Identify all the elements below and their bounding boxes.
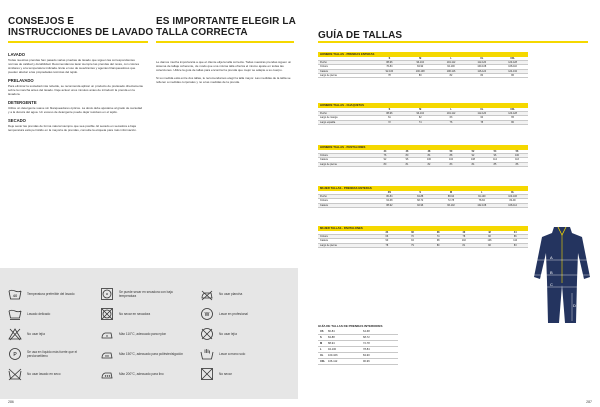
section-text: Deje secar las prendas de forma natural siempre que sea posible. El secado en secadora a baja temperatura está permitido en la mayoría de prendas, consulte la etiqueta para más información.	[8, 124, 137, 132]
value-cell: 86	[511, 73, 514, 77]
care-item	[200, 345, 285, 363]
table-row	[318, 244, 528, 248]
value-cell: 90-96	[363, 360, 370, 363]
value-cell: 82	[488, 243, 491, 247]
value-cell: 84-88	[328, 336, 335, 339]
value-cell: 106	[487, 239, 492, 243]
size-cell: XS	[320, 330, 324, 333]
value-cell: 64	[480, 116, 484, 120]
table-row	[318, 121, 528, 125]
row-label: Cintura	[320, 154, 328, 158]
value-cell: 116-124	[477, 69, 487, 73]
page-title-care: CONSEJOS E INSTRUCCIONES DE LAVADO	[8, 16, 154, 38]
value-cell: 88-94	[447, 195, 455, 199]
value-cell: 80	[436, 243, 440, 247]
table-row	[318, 74, 528, 78]
value-cell: 76-84	[386, 65, 393, 69]
row-label	[318, 191, 374, 194]
value-cell: 76	[449, 120, 453, 124]
dry-clean-p-icon	[8, 347, 22, 361]
value-cell: 96-102	[447, 203, 455, 207]
row-label: Pecho	[320, 112, 327, 116]
value-cell: 88-92	[386, 203, 393, 207]
value-cell: 64-68	[386, 199, 393, 203]
value-cell: 68-72	[417, 199, 424, 203]
size-cell: XS	[387, 191, 391, 194]
value-cell: 78	[385, 243, 389, 247]
value-cell: 68-72	[363, 336, 370, 339]
value-cell: 66	[385, 235, 389, 239]
row-label: Cadera	[320, 239, 328, 243]
value-cell: 108-116	[508, 65, 517, 69]
section-prelavado	[8, 78, 144, 96]
care-item	[8, 285, 93, 303]
care-label: Lavar en profesional	[219, 312, 248, 316]
care-item	[8, 325, 93, 343]
value-cell: 116	[515, 158, 519, 162]
value-cell: 65	[511, 116, 514, 120]
value-cell: 94-100	[328, 348, 337, 351]
row-label: Cintura	[320, 235, 328, 239]
row-label: Cadera	[320, 158, 328, 162]
size-table-header: HOMBRE TALLAS · PRENDAS ENTERAS	[318, 52, 528, 57]
row-label: Largo de pierna	[320, 162, 337, 166]
size-cell: 42	[488, 231, 491, 234]
svg-text:W: W	[204, 312, 210, 318]
section-text: Para eliminar la suciedad más rebelde, se recomienda aplicar un producto de prelavado directamente sobre la mancha antes del lavado. Deje actuar unos minutos antes de introducir la prenda en la lavadora.	[8, 84, 144, 96]
tumble-dry-low-icon	[100, 287, 114, 301]
row-label	[318, 57, 374, 60]
size-table	[318, 52, 528, 78]
value-cell: 83	[449, 162, 453, 166]
coverall-svg	[528, 225, 596, 325]
size-cell: S	[388, 57, 391, 60]
underwear-row	[318, 359, 398, 365]
size-cell: 54	[493, 150, 497, 153]
section-text: Utilice un detergente suave sin blanqueadores ópticos. La dosis debe ajustarse al grado de suciedad y a la dureza del agua. Un exceso de detergente puede dejar residuos en el tejido.	[8, 106, 143, 114]
care-item	[100, 345, 185, 363]
row-label: Pecho	[320, 195, 327, 199]
value-cell: 78	[388, 73, 391, 77]
size-cell: L	[450, 57, 452, 60]
value-cell: 81	[462, 243, 466, 247]
care-label: Máx 200°C, adecuado para lino	[119, 372, 164, 376]
row-label: Largo de pierna	[320, 73, 337, 77]
value-cell: 78-84	[363, 348, 370, 351]
size-table-header: MUJER TALLAS · PANTALONES	[318, 226, 528, 231]
no-dryclean-icon	[200, 327, 214, 341]
value-cell: 62	[418, 116, 422, 120]
value-cell: 104	[449, 158, 453, 162]
iron-low-icon	[100, 327, 114, 341]
measure-label-a: A	[550, 255, 553, 260]
no-iron-icon	[200, 287, 214, 301]
care-item	[200, 325, 285, 343]
title-underline	[8, 41, 148, 43]
value-cell: 96	[493, 154, 497, 158]
page-number-left: 286	[8, 400, 14, 404]
care-label: No usar lejía	[27, 332, 45, 336]
section-title: PRELAVADO	[8, 78, 34, 83]
size-cell: 52	[471, 150, 475, 153]
value-cell: 108-114	[508, 203, 517, 207]
value-cell: 82	[488, 235, 491, 239]
no-bleach-icon	[8, 327, 22, 341]
row-label	[318, 150, 374, 153]
value-cell: 120-128	[508, 112, 517, 116]
value-cell: 96-104	[416, 112, 424, 116]
value-cell: 88-96	[386, 61, 393, 65]
value-cell: 84-92	[417, 65, 424, 69]
coverall-illustration	[528, 225, 596, 325]
no-hand-wash-icon	[8, 367, 22, 381]
value-cell: 84-90	[509, 199, 516, 203]
care-item	[8, 345, 93, 363]
value-cell: 74	[436, 235, 440, 239]
measure-label-d: D	[573, 303, 576, 308]
size-cell: M	[419, 57, 422, 60]
size-cell: 44	[383, 150, 387, 153]
value-cell: 100-108	[415, 69, 425, 73]
care-label: Temperatura preferible del lavado	[27, 292, 75, 296]
care-item	[8, 365, 93, 383]
value-cell: 80	[418, 73, 422, 77]
page-title-size-guide: GUÍA DE TALLAS	[318, 30, 403, 41]
size-cell: 36	[411, 231, 414, 234]
iron-medium-icon	[100, 347, 114, 361]
size-cell: M	[449, 191, 452, 194]
size-cell: 40	[462, 231, 466, 234]
care-label: Lavar a mano solo	[219, 352, 246, 356]
value-cell: 78	[462, 235, 466, 239]
size-table	[318, 226, 528, 248]
care-label: No secar	[219, 372, 232, 376]
value-cell: 106-112	[328, 360, 338, 363]
size-table-header: MUJER TALLAS · PRENDAS ENTERAS	[318, 186, 528, 191]
size-cell: 56	[515, 150, 519, 153]
value-cell: 88-96	[386, 112, 393, 116]
value-cell: 112-120	[477, 61, 487, 65]
care-item	[100, 325, 185, 343]
value-cell: 94	[411, 239, 414, 243]
value-cell: 84-88	[417, 195, 424, 199]
intro-paragraph: Le damos mucha importancia a que el cliente elija la talla correcta. Todas nuestras prendas siguen un sistema de tallaje coherente, de modo que una misma talla ofrezca el mismo ajuste en todas las colecciones. Utilice la guía de tallas para encontrar la prenda que mejor se adapte a su cuerpo.	[156, 60, 292, 72]
value-cell: 92-100	[447, 65, 455, 69]
value-cell: 80	[511, 120, 514, 124]
value-cell: 96	[405, 158, 409, 162]
size-cell: 46	[405, 150, 409, 153]
delicate-wash-icon	[8, 307, 22, 321]
measure-label-b: B	[550, 270, 553, 275]
section-lavado	[8, 52, 144, 74]
size-cell: M	[419, 108, 422, 111]
value-cell: 110	[513, 239, 518, 243]
page-number-right: 287	[586, 400, 592, 404]
underwear-guide-title: GUÍA DE TALLAS DE PRENDAS INTERIORES	[318, 324, 383, 328]
professional-clean-icon	[200, 307, 214, 321]
size-cell: S	[388, 108, 391, 111]
size-cell: L	[450, 108, 452, 111]
care-instructions-column	[8, 48, 144, 132]
size-cell: S	[419, 191, 421, 194]
size-cell: 34	[385, 231, 389, 234]
value-cell: 88-94	[328, 342, 335, 345]
value-cell: 61	[388, 116, 391, 120]
value-cell: 85	[493, 162, 497, 166]
value-cell: 80-84	[328, 330, 335, 333]
value-cell: 108-116	[446, 69, 456, 73]
care-label: No secar en secadora	[119, 312, 151, 316]
value-cell: 94-100	[478, 195, 486, 199]
care-item	[200, 305, 285, 323]
value-cell: 64-68	[363, 330, 370, 333]
row-label	[318, 231, 374, 234]
value-cell: 84	[471, 162, 475, 166]
size-cell: L	[320, 348, 322, 351]
value-cell: 92	[383, 158, 387, 162]
care-item	[100, 305, 185, 323]
iron-high-icon	[100, 367, 114, 381]
row-label: Pecho	[320, 61, 327, 65]
value-cell: 72	[388, 120, 391, 124]
value-cell: 120-128	[508, 61, 517, 65]
page-title-sizing: ES IMPORTANTE ELEGIR LA TALLA CORRECTA	[156, 16, 296, 38]
value-cell: 100-106	[508, 195, 517, 199]
measure-label-c: C	[550, 282, 553, 287]
size-cell: 38	[436, 231, 440, 234]
intro-paragraph: Si su medida está entre dos tallas, le recomendamos elegir la talla mayor. Las medidas de la tabla se refieren a medidas corporales y no a las medidas de la prenda.	[156, 76, 291, 84]
section-secado	[8, 118, 144, 132]
section-title: LAVADO	[8, 52, 26, 57]
care-label: No usar lejía	[219, 332, 237, 336]
care-label: Máx 110°C, adecuado para nylon	[119, 332, 167, 336]
title-underline	[318, 41, 588, 43]
care-item	[100, 285, 185, 303]
care-item	[200, 365, 285, 383]
care-label: Lavado delicado	[27, 312, 51, 316]
hand-wash-icon	[200, 347, 214, 361]
value-cell: 80-84	[386, 195, 393, 199]
row-label: Cintura	[320, 65, 328, 69]
care-item	[100, 365, 185, 383]
value-cell: 124-132	[508, 69, 517, 73]
value-cell: 88	[449, 154, 453, 158]
value-cell: 79	[411, 243, 414, 247]
size-table-header: HOMBRE TALLAS · CHAQUETAS	[318, 103, 528, 108]
title-underline	[156, 41, 294, 43]
row-label: Cadera	[320, 203, 328, 207]
value-cell: 102-108	[477, 203, 487, 207]
value-cell: 63	[449, 116, 453, 120]
size-table	[318, 103, 528, 125]
care-label: Se usa en líquido más fuerte que el percloroetileno	[27, 350, 78, 358]
row-label: Largo de pierna	[320, 243, 337, 247]
value-cell: 92	[471, 154, 475, 158]
value-cell: 108	[471, 158, 475, 162]
size-cell: XXL	[510, 108, 515, 111]
table-row	[318, 204, 528, 208]
value-cell: 104-112	[446, 61, 456, 65]
row-label: Largo espalda	[320, 120, 336, 124]
value-cell: 72-78	[363, 342, 370, 345]
value-cell: 100-106	[328, 354, 338, 357]
size-cell: XXL	[320, 360, 326, 363]
value-cell: 82	[449, 73, 453, 77]
size-cell: XL	[320, 354, 324, 357]
value-cell: 100	[515, 154, 519, 158]
value-cell: 112-120	[477, 112, 487, 116]
size-table	[318, 186, 528, 208]
table-row	[318, 163, 528, 167]
value-cell: 90	[385, 239, 389, 243]
value-cell: 82	[427, 162, 431, 166]
care-label: Máx 150°C, adecuado para poliéster/algodón	[119, 352, 184, 356]
row-label	[318, 108, 374, 111]
value-cell: 104-112	[446, 112, 456, 116]
no-tumble-dry-icon	[100, 307, 114, 321]
row-label: Cintura	[320, 199, 328, 203]
sizing-intro-column	[156, 60, 294, 84]
section-detergente	[8, 100, 144, 114]
value-cell: 96-104	[416, 61, 424, 65]
care-label: Se puede secar en secadora con baja temperatura	[119, 290, 173, 298]
value-cell: 86	[515, 162, 519, 166]
size-cell: XL	[480, 57, 484, 60]
size-cell: 44	[513, 231, 517, 234]
care-item	[200, 285, 285, 303]
value-cell: 84	[480, 73, 484, 77]
section-title: SECADO	[8, 118, 26, 123]
value-cell: 74	[418, 120, 422, 124]
care-label: No usar lavado en seco	[27, 372, 61, 376]
value-cell: 102	[461, 239, 466, 243]
wash-temperature-icon	[8, 287, 22, 301]
value-cell: 100-108	[477, 65, 487, 69]
value-cell: 83	[513, 243, 517, 247]
svg-text:P: P	[13, 352, 17, 358]
value-cell: 112	[493, 158, 497, 162]
value-cell: 76	[383, 154, 387, 158]
size-table	[318, 145, 528, 167]
value-cell: 78-84	[478, 199, 485, 203]
value-cell: 80	[383, 162, 387, 166]
size-cell: M	[320, 342, 323, 345]
size-cell: 48	[427, 150, 431, 153]
value-cell: 80	[405, 154, 409, 158]
no-wet-clean-icon	[200, 367, 214, 381]
size-table-header: HOMBRE TALLAS · PANTALONES	[318, 145, 528, 150]
size-cell: L	[481, 191, 483, 194]
value-cell: 81	[405, 162, 409, 166]
value-cell: 84	[427, 154, 431, 158]
size-cell: XL	[480, 108, 484, 111]
row-label: Cadera	[320, 69, 328, 73]
value-cell: 100	[427, 158, 431, 162]
value-cell: 92-100	[385, 69, 394, 73]
svg-text:40: 40	[12, 293, 18, 298]
value-cell: 78	[480, 120, 484, 124]
value-cell: 70	[411, 235, 414, 239]
size-cell: 50	[449, 150, 453, 153]
section-title: DETERGENTE	[8, 100, 37, 105]
value-cell: 84-90	[363, 354, 370, 357]
underwear-size-table	[318, 329, 398, 365]
value-cell: 98	[436, 239, 440, 243]
value-cell: 92-96	[417, 203, 424, 207]
care-label: No usar plancha	[219, 292, 243, 296]
size-cell: XXL	[510, 57, 515, 60]
value-cell: 86	[513, 235, 517, 239]
section-text: Todas nuestras prendas han pasado varias pruebas de lavado que siguen las correspondientes normas de calidad y durabilidad. Recomendamos lavar siempre las prendas del revés, con colores similares y a la temperatura indicada. Evite el uso de suavizantes y agentes blanqueadores que pueden afectar a las propiedades técnicas del tejido.	[8, 58, 140, 74]
value-cell: 72-78	[447, 199, 455, 203]
care-item	[8, 305, 93, 323]
row-label: Largo de manga	[320, 116, 338, 120]
size-cell: S	[320, 336, 322, 339]
size-cell: XL	[511, 191, 515, 194]
